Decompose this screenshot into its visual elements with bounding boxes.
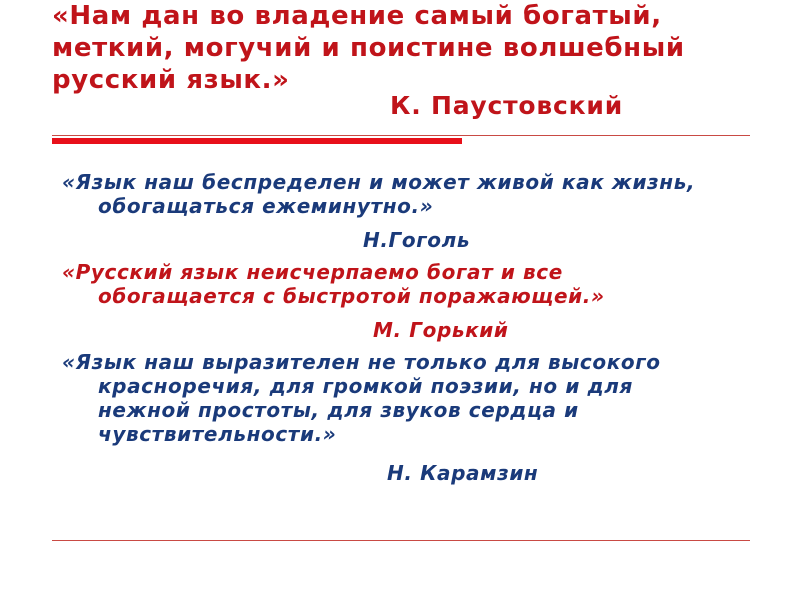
quote-gorky bbox=[62, 260, 752, 308]
quote-author-karamzin: Н. Карамзин bbox=[387, 461, 539, 485]
title-line-3: русский язык.» bbox=[52, 65, 290, 95]
quote-line: чувствительности.» bbox=[98, 422, 337, 446]
quote-line: нежной простоты, для звуков сердца и bbox=[98, 398, 579, 422]
quote-line: красноречия, для громкой поэзии, но и для bbox=[98, 374, 633, 398]
quote-line: «Язык наш выразителен не только для высокого bbox=[62, 350, 661, 374]
slide-title bbox=[52, 0, 772, 96]
title-line-1: «Нам дан во владение самый богатый, bbox=[52, 1, 662, 31]
quote-line: «Язык наш беспределен и может живой как жизнь, bbox=[62, 170, 696, 194]
title-line-2: меткий, могучий и поистине волшебный bbox=[52, 33, 685, 63]
title-divider-bar bbox=[52, 138, 462, 144]
quote-line: обогащается с быстротой поражающей.» bbox=[98, 284, 605, 308]
quote-line: «Русский язык неисчерпаемо богат и все bbox=[62, 260, 563, 284]
quote-gogol bbox=[62, 170, 752, 218]
quote-karamzin bbox=[62, 350, 752, 446]
bottom-divider-line bbox=[52, 540, 750, 541]
quote-author-gorky: М. Горький bbox=[373, 318, 509, 342]
title-author: К. Паустовский bbox=[390, 91, 624, 120]
title-divider-line bbox=[52, 135, 750, 136]
quote-author-gogol: Н.Гоголь bbox=[363, 228, 471, 252]
quote-line: обогащаться ежеминутно.» bbox=[98, 194, 434, 218]
